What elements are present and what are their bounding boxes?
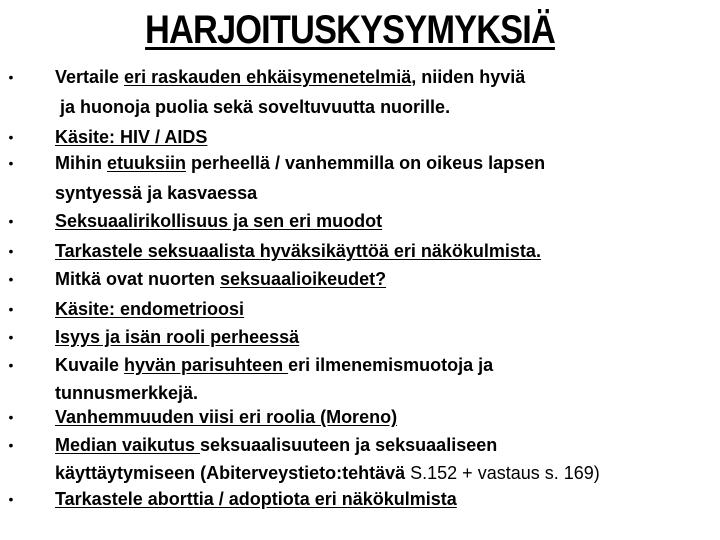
text-segment: käyttäytymiseen (Abiterveystieto:tehtävä xyxy=(55,463,411,483)
text-segment: Vertaile xyxy=(55,67,125,87)
underlined-text: Vanhemmuuden viisi eri roolia (Moreno) xyxy=(55,407,398,427)
list-item-line xyxy=(55,326,299,348)
list-bullet: • xyxy=(8,155,14,171)
list-item-line xyxy=(55,298,244,320)
text-segment: Mihin xyxy=(55,153,107,173)
list-item-line xyxy=(55,488,457,510)
list-item-line xyxy=(60,96,450,118)
list-item-line xyxy=(55,126,207,148)
list-bullet: • xyxy=(8,301,14,317)
text-segment: Kuvaile xyxy=(55,355,125,375)
list-item-line xyxy=(55,210,382,232)
list-item-line xyxy=(55,240,541,262)
list-item-line xyxy=(55,462,600,484)
text-segment: ja huonoja puolia sekä soveltuvuutta nuorille. xyxy=(60,97,451,117)
list-bullet: • xyxy=(8,329,14,345)
text-segment: Mitkä ovat nuorten xyxy=(55,269,221,289)
underlined-text: seksuaalioikeudet? xyxy=(220,269,387,289)
underlined-text: eri raskauden ehkäisymenetelmiä xyxy=(124,67,412,87)
text-segment: syntyessä ja kasvaessa xyxy=(55,183,258,203)
slide-title: HARJOITUSKYSYMYKSIÄ xyxy=(145,8,555,52)
underlined-text: Median vaikutus xyxy=(55,435,201,455)
text-segment: perheellä / vanhemmilla on oikeus lapsen xyxy=(186,153,546,173)
underlined-text: Tarkastele aborttia / adoptiota eri näkökulmista xyxy=(55,489,457,509)
list-item-line xyxy=(55,406,397,428)
list-item-line xyxy=(55,268,386,290)
list-bullet: • xyxy=(8,271,14,287)
list-bullet: • xyxy=(8,437,14,453)
underlined-text: Seksuaalirikollisuus ja sen eri muodot xyxy=(55,211,383,231)
list-bullet: • xyxy=(8,69,14,85)
text-segment: tunnusmerkkejä. xyxy=(55,383,199,403)
underlined-text: Isyys ja isän rooli perheessä xyxy=(55,327,300,347)
underlined-text: etuuksiin xyxy=(107,153,187,173)
text-segment: , niiden hyviä xyxy=(411,67,526,87)
underlined-text: hyvän parisuhteen xyxy=(124,355,289,375)
list-bullet: • xyxy=(8,409,14,425)
list-item-line xyxy=(55,382,198,404)
list-item-line xyxy=(55,354,493,376)
list-bullet: • xyxy=(8,357,14,373)
text-segment: seksuaalisuuteen ja seksuaaliseen xyxy=(200,435,498,455)
list-item-line xyxy=(55,152,545,174)
list-bullet: • xyxy=(8,243,14,259)
underlined-text: Käsite: HIV / AIDS xyxy=(55,127,208,147)
text-segment: S.152 + vastaus s. 169) xyxy=(410,463,600,483)
underlined-text: Tarkastele seksuaalista hyväksikäyttöä eri näkökulmista. xyxy=(55,241,541,261)
list-item-line xyxy=(55,182,257,204)
list-bullet: • xyxy=(8,491,14,507)
list-bullet: • xyxy=(8,129,14,145)
text-segment: eri ilmenemismuotoja ja xyxy=(288,355,494,375)
list-item-line xyxy=(55,434,497,456)
list-bullet: • xyxy=(8,213,14,229)
underlined-text: Käsite: endometrioosi xyxy=(55,299,245,319)
list-item-line xyxy=(55,66,525,88)
